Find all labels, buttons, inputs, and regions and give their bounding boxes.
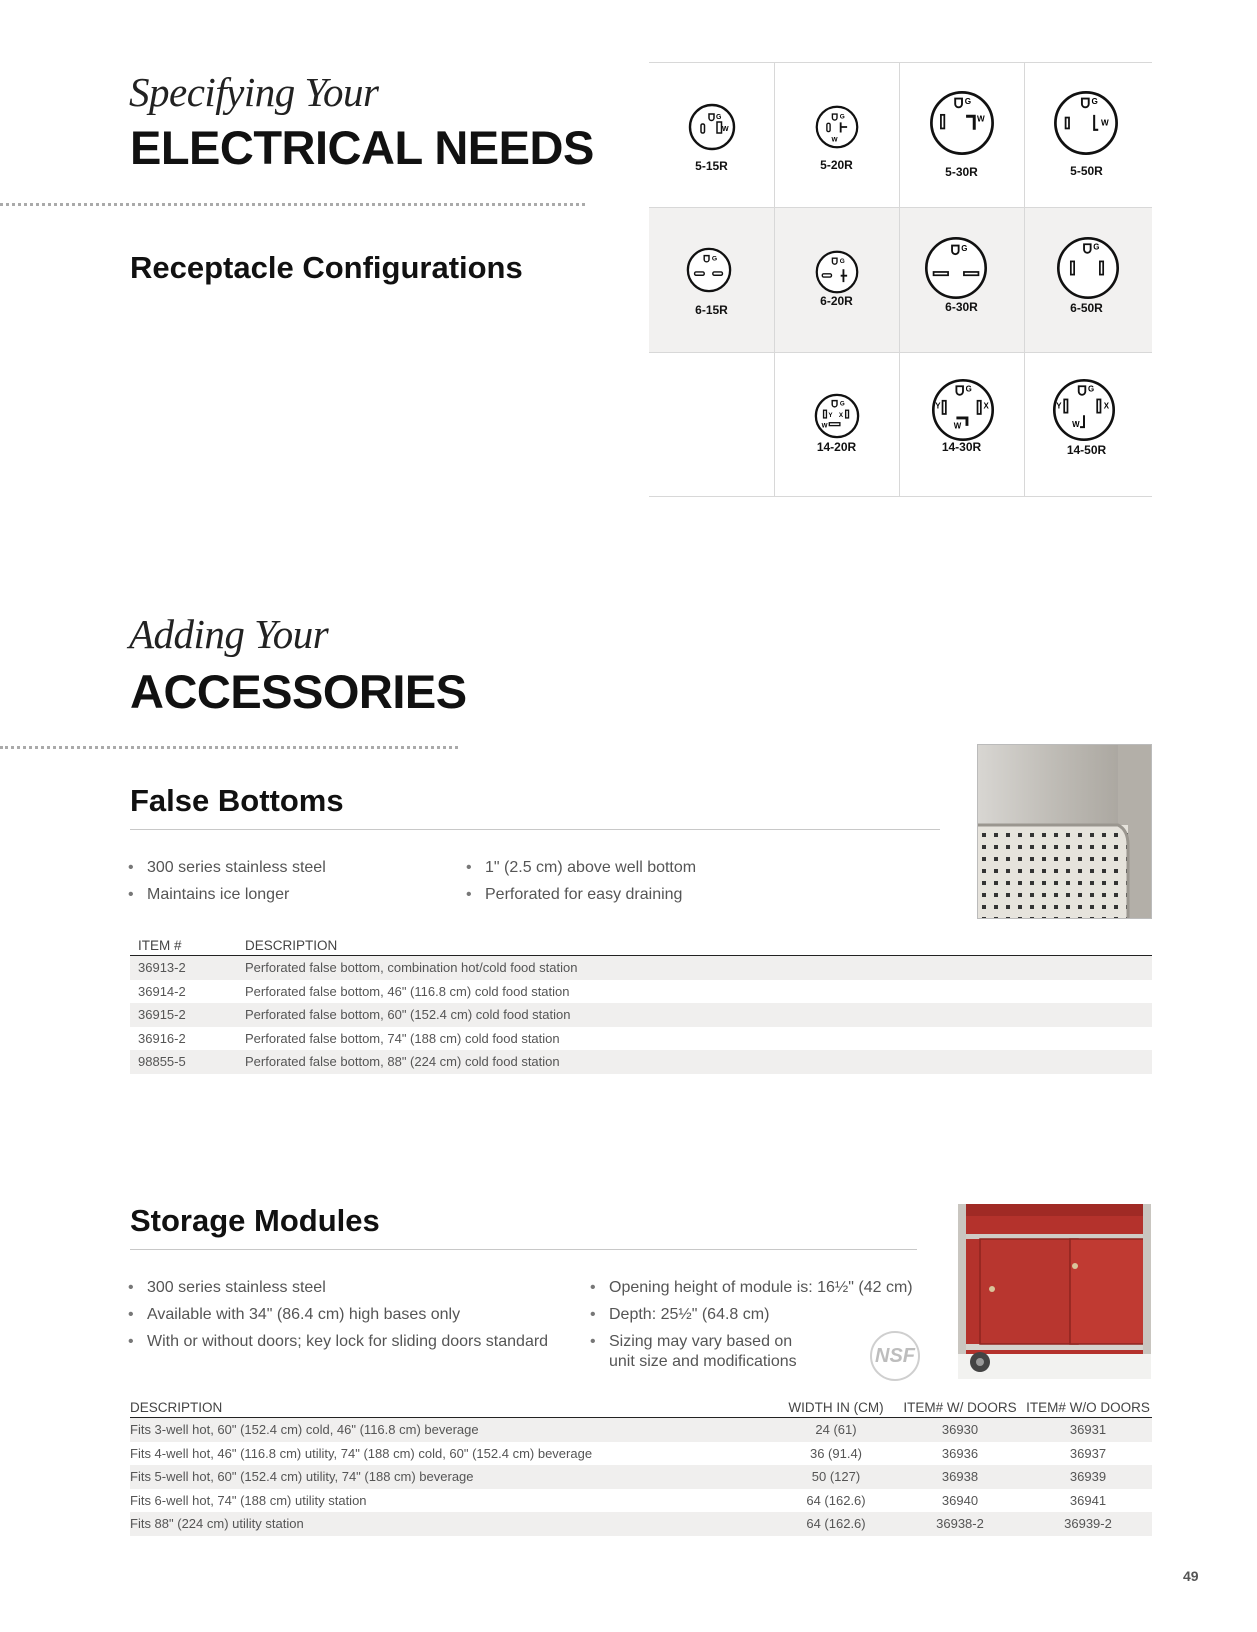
storage-module-photo	[958, 1204, 1151, 1379]
storage-modules-table	[130, 1393, 1152, 1536]
svg-text:Y: Y	[828, 411, 833, 419]
section-rule	[130, 1249, 917, 1250]
table-cell: Fits 5-well hot, 60" (152.4 cm) utility, 74" (188 cm) beverage	[130, 1465, 776, 1489]
false-bottoms-heading: False Bottoms	[130, 783, 344, 818]
table-cell: Fits 6-well hot, 74" (188 cm) utility station	[130, 1492, 367, 1508]
column-header: DESCRIPTION	[130, 1393, 776, 1418]
table-cell: Perforated false bottom, 46" (116.8 cm) cold food station	[245, 983, 570, 999]
svg-text:G: G	[1093, 242, 1100, 252]
receptacle-5-20r	[774, 62, 899, 207]
receptacle-5-20r-icon	[814, 104, 860, 150]
svg-text:G: G	[1087, 384, 1095, 394]
false-bottom-photo	[977, 744, 1152, 919]
svg-text:W: W	[722, 126, 729, 133]
table-row	[130, 956, 1152, 980]
table-cell: Perforated false bottom, 74" (188 cm) cold food station	[245, 1030, 560, 1046]
bullet-item: • Sizing may vary based on unit size and modifications	[590, 1332, 810, 1372]
svg-text:W: W	[1100, 118, 1109, 128]
receptacle-label: 14-50R	[1066, 443, 1107, 457]
column-header: ITEM# W/O DOORS	[1024, 1393, 1152, 1418]
bullet-item: • With or without doors; key lock for sliding doors standard	[128, 1333, 549, 1350]
svg-text:X: X	[1103, 401, 1110, 411]
table-cell: 36914-2	[138, 983, 186, 999]
receptacle-5-50r	[1024, 62, 1149, 207]
receptacle-6-20r	[774, 207, 899, 352]
bullet-item: • Depth: 25½" (64.8 cm)	[590, 1306, 770, 1323]
bullet-text: Perforated for easy draining	[485, 886, 683, 903]
svg-text:W: W	[831, 136, 838, 144]
receptacle-label: 5-15R	[695, 159, 728, 173]
storage-bullets-right	[590, 1278, 913, 1372]
table-cell: Fits 4-well hot, 46" (116.8 cm) utility, 74" (188 cm) cold, 60" (152.4 cm) beverage	[130, 1445, 593, 1461]
receptacle-6-50r-icon	[1055, 235, 1121, 301]
table-cell: 64 (162.6)	[806, 1492, 866, 1508]
svg-text:W: W	[1072, 420, 1080, 430]
table-cell: 36938-2	[896, 1512, 1024, 1536]
svg-text:X: X	[983, 401, 989, 411]
bullet-text: 1" (2.5 cm) above well bottom	[485, 859, 697, 876]
bullet-item: • Maintains ice longer	[128, 886, 290, 903]
receptacle-6-50r	[1024, 207, 1149, 352]
svg-text:W: W	[976, 114, 985, 124]
bullet-item: • Available with 34" (86.4 cm) high bases only	[128, 1306, 461, 1323]
table-cell: 36913-2	[130, 956, 245, 980]
receptacle-14-50r	[1024, 352, 1149, 497]
receptacle-configurations-heading: Receptacle Configurations	[130, 250, 523, 285]
bullet-item: • 300 series stainless steel	[128, 1279, 326, 1296]
svg-text:G: G	[716, 114, 722, 121]
table-row	[130, 1442, 1152, 1466]
svg-text:G: G	[839, 400, 845, 408]
bullet-text: 300 series stainless steel	[147, 1279, 326, 1296]
bullet-item: • 300 series stainless steel	[128, 859, 326, 876]
bullet-text: With or without doors; key lock for sliding doors standard	[147, 1333, 549, 1350]
svg-text:G: G	[711, 255, 718, 263]
svg-text:G: G	[1091, 96, 1098, 106]
receptacle-label: 14-20R	[816, 440, 857, 454]
table-header-row	[130, 931, 1152, 956]
column-header: ITEM# W/ DOORS	[896, 1393, 1024, 1418]
svg-text:G: G	[839, 257, 845, 265]
table-cell: 64 (162.6)	[776, 1512, 896, 1536]
table-cell: 36940	[941, 1492, 979, 1508]
table-cell: 36937	[1069, 1445, 1107, 1461]
false-bottoms-bullets-right	[466, 858, 696, 912]
table-cell: 36939	[1024, 1465, 1152, 1489]
svg-text:W: W	[821, 422, 828, 430]
table-cell: 36915-2	[130, 1003, 245, 1027]
svg-text:G: G	[964, 96, 972, 106]
receptacle-5-50r-icon	[1052, 89, 1120, 157]
table-row	[130, 1003, 1152, 1027]
receptacle-label: 6-20R	[820, 294, 853, 308]
table-cell: Fits 3-well hot, 60" (152.4 cm) cold, 46" (116.8 cm) beverage	[130, 1418, 776, 1442]
svg-text:G: G	[839, 113, 845, 121]
receptacle-label: 5-50R	[1070, 164, 1103, 178]
table-cell: 36916-2	[138, 1030, 186, 1046]
receptacle-5-15r-icon	[687, 102, 737, 152]
electrical-title: ELECTRICAL NEEDS	[130, 121, 594, 174]
false-bottoms-bullets-left	[128, 858, 326, 912]
table-row	[130, 1512, 1152, 1536]
receptacle-6-15r	[649, 207, 774, 352]
table-cell: 36936	[941, 1445, 979, 1461]
table-cell: 36931	[1024, 1418, 1152, 1442]
receptacle-14-30r-icon	[930, 377, 996, 443]
receptacle-5-30r	[899, 62, 1024, 207]
receptacle-label: 6-50R	[1070, 301, 1103, 315]
electrical-script-title: Specifying Your	[129, 69, 379, 115]
receptacle-6-30r-icon	[923, 235, 989, 301]
false-bottoms-table	[130, 931, 1152, 1074]
table-row	[130, 980, 1152, 1004]
table-row	[130, 1050, 1152, 1074]
bullet-text: Available with 34" (86.4 cm) high bases only	[147, 1306, 461, 1323]
svg-text:Y: Y	[935, 401, 941, 411]
table-cell: Fits 88" (224 cm) utility station	[130, 1512, 776, 1536]
svg-text:Y: Y	[1056, 401, 1062, 411]
table-cell: Perforated false bottom, 60" (152.4 cm) cold food station	[245, 1003, 1152, 1027]
receptacle-label: 6-15R	[695, 303, 728, 317]
column-header: ITEM #	[130, 931, 245, 956]
svg-text:G: G	[965, 384, 972, 394]
section-rule	[130, 829, 940, 830]
table-row	[130, 1489, 1152, 1513]
storage-module-image	[958, 1204, 1151, 1379]
column-header: WIDTH IN (CM)	[776, 1393, 896, 1418]
receptacle-label: 6-30R	[945, 300, 978, 314]
receptacle-5-15r	[649, 62, 774, 207]
bullet-text: Opening height of module is: 16½" (42 cm)	[609, 1279, 913, 1296]
receptacle-6-15r-icon	[685, 246, 733, 294]
table-cell: 50 (127)	[776, 1465, 896, 1489]
nsf-logo: NSF	[870, 1331, 920, 1381]
bullet-item: • 1" (2.5 cm) above well bottom	[466, 859, 697, 876]
table-row	[130, 1027, 1152, 1051]
table-header-row	[130, 1393, 1152, 1418]
table-cell: Perforated false bottom, 88" (224 cm) cold food station	[245, 1050, 1152, 1074]
table-row	[130, 1465, 1152, 1489]
receptacle-label: 5-30R	[945, 165, 978, 179]
bullet-text: 300 series stainless steel	[147, 859, 326, 876]
bullet-item: • Perforated for easy draining	[466, 886, 683, 903]
storage-bullets-left	[128, 1278, 548, 1359]
page-number: 49	[1183, 1568, 1199, 1584]
accessories-title: ACCESSORIES	[130, 665, 467, 718]
svg-text:X: X	[838, 411, 844, 419]
table-cell: 36938	[896, 1465, 1024, 1489]
table-row	[130, 1418, 1152, 1442]
table-cell: 98855-5	[130, 1050, 245, 1074]
bullet-text: Maintains ice longer	[147, 886, 290, 903]
table-cell: 24 (61)	[776, 1418, 896, 1442]
table-cell: 36930	[896, 1418, 1024, 1442]
table-cell: 36939-2	[1024, 1512, 1152, 1536]
column-header: DESCRIPTION	[245, 931, 1152, 956]
receptacle-6-20r-icon	[814, 249, 860, 295]
receptacle-label: 14-30R	[941, 440, 982, 454]
bullet-item: • Opening height of module is: 16½" (42 cm)	[590, 1279, 913, 1296]
divider	[0, 203, 585, 206]
receptacle-label: 5-20R	[820, 158, 853, 172]
divider	[0, 746, 458, 749]
receptacle-5-30r-icon	[928, 89, 996, 157]
storage-modules-heading: Storage Modules	[130, 1203, 380, 1238]
receptacle-14-50r-icon	[1051, 377, 1117, 443]
receptacle-14-30r	[899, 352, 1024, 497]
bullet-text: Depth: 25½" (64.8 cm)	[609, 1306, 770, 1323]
table-cell: 36 (91.4)	[809, 1445, 863, 1461]
svg-text:W: W	[953, 421, 962, 431]
receptacle-14-20r	[774, 352, 899, 497]
table-cell: 36941	[1069, 1492, 1107, 1508]
bullet-text: Sizing may vary based on unit size and modifications	[609, 1333, 797, 1370]
svg-text:G: G	[961, 243, 968, 253]
table-cell: Perforated false bottom, combination hot/cold food station	[245, 956, 1152, 980]
receptacle-6-30r	[899, 207, 1024, 352]
receptacle-14-20r-icon	[813, 392, 861, 440]
false-bottom-image	[978, 745, 1152, 919]
accessories-script-title: Adding Your	[129, 611, 329, 657]
